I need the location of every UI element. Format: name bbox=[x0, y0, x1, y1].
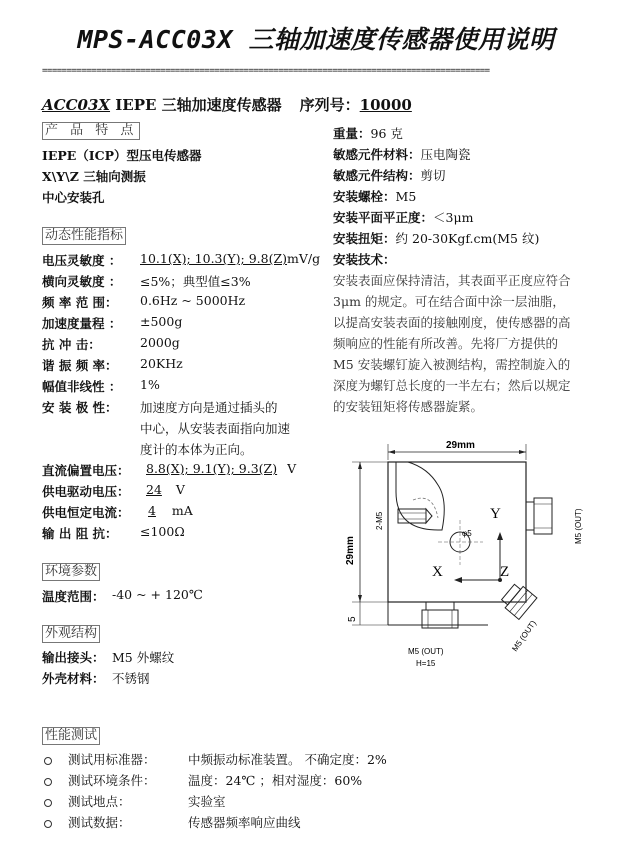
nut-line bbox=[514, 594, 532, 615]
serial-number: 10000 bbox=[359, 96, 412, 114]
tech-line: 深度为螺钉总长度的一半左右；然后以规定 bbox=[333, 378, 571, 393]
range-value: ±500g bbox=[140, 314, 183, 329]
dim-arrow bbox=[388, 450, 395, 454]
page-title: MPS-ACC03X 三轴加速度传感器使用说明 bbox=[77, 25, 555, 54]
feature-item: IEPE（ICP）型压电传感器 bbox=[42, 148, 202, 163]
test-row bbox=[44, 792, 226, 810]
weight-label: 重量： bbox=[333, 126, 371, 141]
connector-bottom-base bbox=[426, 602, 454, 610]
appearance-heading: 外观结构 bbox=[42, 625, 100, 643]
test-row-label: 测试地点： bbox=[68, 794, 131, 809]
shock-value: 2000g bbox=[140, 335, 180, 350]
connector-label: 输出接头： bbox=[42, 650, 105, 665]
polarity-line: 度计的本体为正向。 bbox=[140, 442, 253, 457]
connector-right-base bbox=[526, 502, 534, 530]
current-label: 供电恒定电流： bbox=[42, 505, 130, 520]
bias-unit: V bbox=[287, 461, 297, 476]
tech-line: 安装表面应保持清洁，其表面平正度应符合 bbox=[333, 273, 571, 288]
current-unit: mA bbox=[171, 503, 193, 518]
dynamic-heading: 动态性能指标 bbox=[42, 227, 126, 245]
transverse-value: ≤5%；典型值≤3% bbox=[140, 274, 251, 289]
bias-row bbox=[140, 461, 296, 476]
current-value: 4 bbox=[148, 503, 156, 518]
torque-row bbox=[333, 229, 539, 247]
sensitivity-row bbox=[140, 251, 320, 266]
test-row bbox=[44, 813, 301, 831]
h-label: H=15 bbox=[416, 659, 436, 668]
material-value: 不锈钢 bbox=[112, 671, 150, 686]
polarity-label: 安 装 极 性： bbox=[42, 400, 118, 415]
screw-tip bbox=[426, 509, 432, 523]
supply-label: 供电驱动电压： bbox=[42, 484, 130, 499]
sensor-drawing-svg bbox=[338, 430, 608, 680]
polarity-line: 中心，从安装表面指向加速 bbox=[140, 421, 291, 436]
bullet-icon bbox=[44, 820, 52, 828]
nut-line bbox=[510, 590, 528, 611]
bolt-value: M5 bbox=[395, 189, 417, 204]
test-row bbox=[44, 771, 362, 789]
dia-label: φ5 bbox=[462, 529, 472, 538]
height-label: 29mm bbox=[345, 536, 356, 565]
x-axis-arrow bbox=[454, 577, 462, 583]
element-material-label: 敏感元件材料： bbox=[333, 147, 421, 162]
connector-diagonal bbox=[499, 581, 537, 619]
temp-value: -40 ~ + 120℃ bbox=[112, 587, 203, 602]
bullet-icon bbox=[44, 778, 52, 786]
m5-diag-label: M5 (OUT) bbox=[510, 618, 539, 654]
test-row-value: 温度：24℃ ；相对湿度：60% bbox=[188, 773, 363, 788]
element-structure-label: 敏感元件结构： bbox=[333, 168, 421, 183]
m5-bottom-label: M5 (OUT) bbox=[408, 647, 444, 656]
tech-line: 以提高安装表面的接触刚度，使传感器的高 bbox=[333, 315, 571, 330]
test-row-value: 实验室 bbox=[188, 794, 226, 809]
dim-arrow bbox=[519, 450, 526, 454]
element-structure-value: 剪切 bbox=[420, 168, 446, 183]
test-row-value: 传感器频率响应曲线 bbox=[188, 815, 301, 830]
bias-label: 直流偏置电压： bbox=[42, 463, 130, 478]
sensor-drawing bbox=[338, 430, 608, 680]
bolt-row bbox=[333, 187, 416, 205]
element-material-value: 压电陶瓷 bbox=[420, 147, 471, 162]
freq-label: 频 率 范 围： bbox=[42, 295, 118, 310]
supply-value: 24 bbox=[146, 482, 162, 497]
test-heading: 性能测试 bbox=[42, 727, 100, 745]
freq-value: 0.6Hz ~ 5000Hz bbox=[140, 293, 246, 308]
sensitivity-label: 电压灵敏度 ： bbox=[42, 253, 122, 268]
product-name: IEPE 三轴加速度传感器 bbox=[110, 96, 282, 114]
test-row-label: 测试用标准器： bbox=[68, 752, 156, 767]
tech-line: 频响应的性能有所改善。先将厂方提供的 bbox=[333, 336, 559, 351]
test-row-label: 测试环境条件： bbox=[68, 773, 156, 788]
tech-line: 的安装钮矩将传感器旋紧。 bbox=[333, 399, 484, 414]
element-material-row bbox=[333, 145, 471, 163]
bullet-icon bbox=[44, 799, 52, 807]
divider-rule: =========================================================================================== bbox=[42, 66, 490, 76]
nonlinear-value: 1% bbox=[140, 377, 160, 392]
sensitivity-value: 10.1(X); 10.3(Y); 9.8(Z) bbox=[140, 251, 288, 266]
z-axis-label: Z bbox=[500, 564, 510, 580]
m5-right-label: M5 (OUT) bbox=[574, 508, 583, 544]
tech-label: 安装技术： bbox=[333, 252, 396, 267]
y-axis-label: Y bbox=[490, 506, 501, 522]
test-row-label: 测试数据： bbox=[68, 815, 131, 830]
element-structure-row bbox=[333, 166, 446, 184]
dim-arrow bbox=[358, 462, 362, 469]
bolt-label: 安装螺栓： bbox=[333, 189, 396, 204]
impedance-label: 输 出 阻 抗： bbox=[42, 526, 118, 541]
product-model: ACC03X bbox=[42, 96, 111, 114]
weight-value: 96 克 bbox=[370, 126, 403, 141]
test-row bbox=[44, 750, 387, 768]
width-label: 29mm bbox=[446, 440, 475, 451]
polarity-line: 加速度方向是通过插头的 bbox=[140, 400, 278, 415]
shock-label: 抗 冲 击： bbox=[42, 337, 101, 352]
bullet-icon bbox=[44, 757, 52, 765]
dim5-label: 5 bbox=[347, 616, 358, 622]
connector-value: M5 外螺纹 bbox=[112, 650, 175, 665]
dim-arrow bbox=[358, 595, 362, 602]
connector-right-nut bbox=[534, 498, 552, 534]
y-axis-arrow bbox=[497, 532, 503, 540]
material-label: 外壳材料： bbox=[42, 671, 105, 686]
bias-value: 8.8(X); 9.1(Y); 9.3(Z) bbox=[146, 461, 278, 476]
env-heading: 环境参数 bbox=[42, 563, 100, 581]
temp-label: 温度范围： bbox=[42, 589, 105, 604]
tech-line: 3μm 的规定。可在结合面中涂一层油脂， bbox=[333, 294, 565, 309]
resonance-label: 谐 振 频 率： bbox=[42, 358, 118, 373]
torque-value: 约 20-30Kgf.cm(M5 纹) bbox=[395, 231, 540, 246]
feature-item: X\Y\Z 三轴向测振 bbox=[42, 169, 146, 184]
nonlinear-label: 幅值非线性 ： bbox=[42, 379, 122, 394]
flatness-row bbox=[333, 208, 473, 226]
serial-label: 序列号： bbox=[299, 96, 360, 114]
impedance-value: ≤100Ω bbox=[140, 524, 185, 539]
features-heading: 产 品 特 点 bbox=[42, 122, 140, 140]
test-row-value: 中频振动标准装置。 不确定度：2% bbox=[188, 752, 387, 767]
product-header bbox=[42, 94, 412, 115]
range-label: 加速度量程 ： bbox=[42, 316, 122, 331]
connector-diag-nut bbox=[505, 586, 537, 619]
weight-row bbox=[333, 124, 403, 142]
x-axis-label: X bbox=[432, 564, 443, 580]
flatness-value: ＜3μm bbox=[433, 210, 474, 225]
torque-label: 安装扭矩： bbox=[333, 231, 396, 246]
supply-unit: V bbox=[175, 482, 185, 497]
sensitivity-unit: mV/g bbox=[287, 251, 321, 266]
current-row bbox=[140, 503, 193, 518]
supply-row bbox=[140, 482, 185, 497]
flatness-label: 安装平面平正度： bbox=[333, 210, 434, 225]
hole-label: 2-M5 bbox=[375, 511, 384, 530]
feature-item: 中心安装孔 bbox=[42, 190, 105, 205]
transverse-label: 横向灵敏度 ： bbox=[42, 274, 122, 289]
corner-cutout bbox=[396, 462, 444, 530]
tech-line: M5 安装螺钉旋入被测结构，需控制旋入的 bbox=[333, 357, 571, 372]
resonance-value: 20KHz bbox=[140, 356, 183, 371]
